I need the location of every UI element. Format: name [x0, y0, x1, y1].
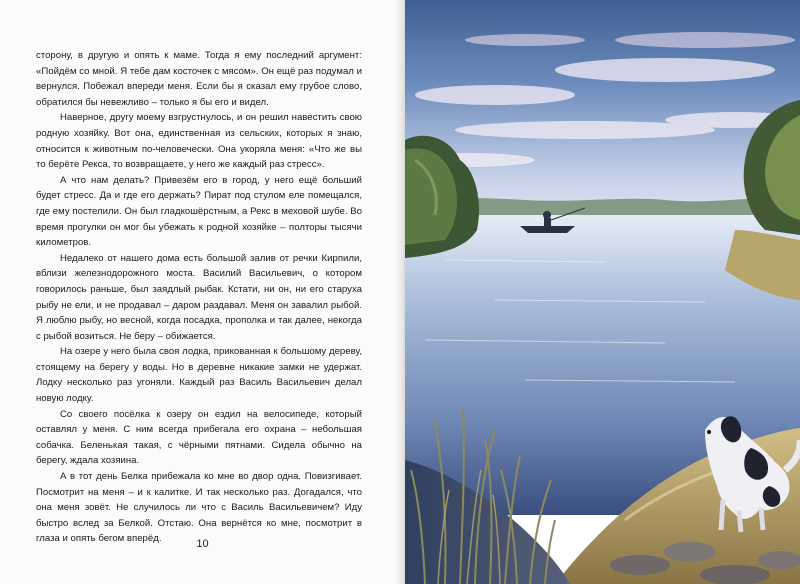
lake-illustration	[405, 0, 800, 584]
paragraph-4: Недалеко от нашего дома есть большой залив от речки Кирпили, вблизи железнодорожного моста. Василий Васильевич, о котором говорилось раньше, был заядлый рыбак. Кстати, ни он, ни его старуха рыбу не ели, и не продавал – даром раздавал. Меня он завалил рыбой. Я люблю рыбу, но весной, когда посадка, прополка и так далее, некогда с рыбой возиться. Не беру – обижается.	[36, 252, 362, 342]
paragraph-5: На озере у него была своя лодка, прикованная к большому дереву, стоящему на берегу у воды. Но в деревне никакие замки не удержат. Лодку несколько раз угоняли. Каждый раз Василь Васильевич делал новую лодку.	[36, 346, 362, 405]
body-text	[36, 48, 362, 547]
paragraph-7: А в тот день Белка прибежала ко мне во двор одна. Повизгивает. Посмотрит на меня – и к калитке. И так несколько раз. Догадался, что она меня зовёт. Не случилось ли что с Василь Васильевичем? Иду быстро вслед за Белкой. Отстаю. Она вернётся ко мне, посмотрит в глаза и опять бегом вперёд.	[36, 471, 362, 545]
paragraph-1: сторону, в другую и опять к маме. Тогда я ему последний аргумент: «Пойдём со мной. Я тебе дам косточек с мясом». Он ещё раз подумал и вернулся. Побежал впереди меня. Если бы я сказал ему грубое слово, обратился бы невежливо – только я бы его и видел.	[36, 50, 362, 108]
paragraph-2: Наверное, другу моему взгрустнулось, и он решил навестить свою родную хозяйку. Вот она, единственная из сельских, которых я знаю, относится к животным по-человечески. Она укоряла меня: «Что же вы то берёте Рекса, то возвращаете, у него же каждый раз стресс».	[36, 112, 362, 171]
paragraph-6: Со своего посёлка к озеру он ездил на велосипеде, который оставлял у меня. С ним всегда прибегала его охрана – небольшая собачка. Беленькая такая, с чёрными пятнами. Сидела обычно на берегу, ждала хозяина.	[36, 408, 362, 467]
page-number: 10	[196, 538, 209, 550]
paragraph-3: А что нам делать? Привезём его в город, у него ещё больший будет стресс. Да и где его держать? Пират под стулом еле помещался, где ему постелили. Он был гладкошёрстным, а Рекс в меховой шубе. Во время прогулки он мог бы убежать к родной хозяйке – полторы тысячи километров.	[36, 174, 362, 249]
